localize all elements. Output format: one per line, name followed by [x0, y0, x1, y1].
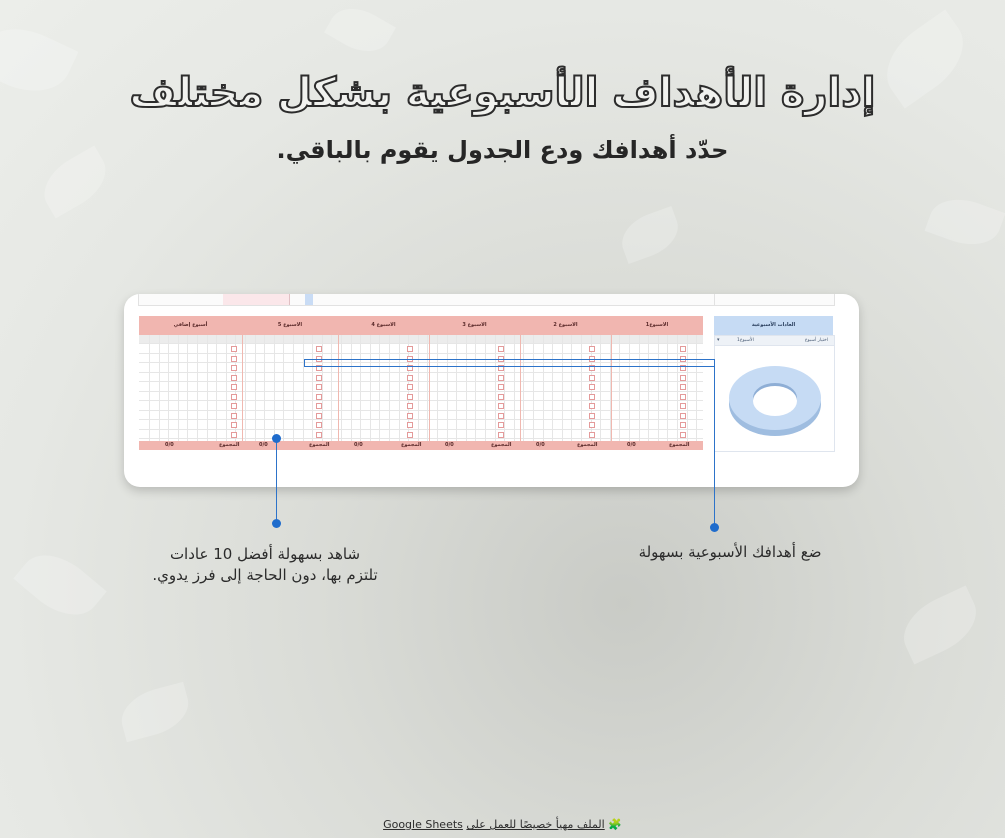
grid-col-line: [581, 335, 582, 441]
goal-checkbox[interactable]: [316, 413, 322, 419]
footer-note: [0, 818, 1005, 831]
connector-dot-left: [272, 519, 281, 528]
grid-col-line: [667, 335, 668, 441]
goal-checkbox[interactable]: [407, 346, 413, 352]
grid-col-line: [351, 335, 352, 441]
grid-col-line: [379, 335, 380, 441]
grid-col-line: [437, 335, 438, 441]
goal-checkbox[interactable]: [498, 432, 504, 438]
triangle-down-icon[interactable]: ▾: [717, 337, 720, 343]
week-header-1: الاسبوع1: [611, 316, 703, 335]
goal-checkbox[interactable]: [589, 384, 595, 390]
week-header-5: الاسبوع 5: [242, 316, 338, 335]
grid-row-line: [139, 419, 703, 420]
grid-col-line: [389, 335, 390, 441]
goal-checkbox[interactable]: [231, 432, 237, 438]
week-separator: [520, 335, 521, 441]
grid-col-line: [466, 335, 467, 441]
goal-checkbox[interactable]: [407, 375, 413, 381]
goal-checkbox[interactable]: [589, 375, 595, 381]
connector-left-vertical: [276, 438, 277, 524]
grid-col-line: [552, 335, 553, 441]
grid-col-line: [543, 335, 544, 441]
grid-col-line: [255, 335, 256, 441]
grid-row-line: [139, 400, 703, 401]
grid-col-line: [264, 335, 265, 441]
goal-checkbox[interactable]: [498, 375, 504, 381]
connector-top-horizontal: [304, 366, 714, 367]
grid-col-line: [274, 335, 275, 441]
grid-col-line: [523, 335, 524, 441]
annotation-top-habits-line1: شاهد بسهولة أفضل 10 عادات: [169, 545, 361, 563]
goal-checkbox[interactable]: [231, 403, 237, 409]
grid-col-line: [168, 335, 169, 441]
grid-col-line: [696, 335, 697, 441]
total-value-2: 0/0: [536, 442, 545, 448]
week-select-label: اختيار أسبوع: [804, 338, 828, 343]
goal-checkbox[interactable]: [498, 394, 504, 400]
hero-title: إدارة الأهداف الأسبوعية بشكل مختلف: [129, 70, 876, 116]
grid-col-line: [312, 335, 313, 441]
annotation-top-habits-line2: تلتزم بها، دون الحاجة إلى فرز يدوي.: [152, 566, 378, 584]
total-label-3: المجموع: [491, 442, 512, 448]
total-label-1: المجموع: [669, 442, 690, 448]
grid-row-line: [139, 429, 703, 430]
grid-col-line: [331, 335, 332, 441]
goal-checkbox[interactable]: [407, 422, 413, 428]
connector-dot-right: [710, 523, 719, 532]
goal-checkbox[interactable]: [231, 375, 237, 381]
total-value-5: 0/0: [259, 442, 268, 448]
goal-checkbox[interactable]: [407, 403, 413, 409]
goal-checkbox[interactable]: [680, 375, 686, 381]
goal-checkbox[interactable]: [316, 375, 322, 381]
goal-checkbox[interactable]: [316, 432, 322, 438]
footer-product[interactable]: Google Sheets: [383, 818, 463, 831]
grid-col-line: [360, 335, 361, 441]
grid-col-line: [495, 335, 496, 441]
footer-text: الملف مهيأ خصيصًا للعمل على: [466, 818, 605, 831]
goal-checkbox[interactable]: [231, 384, 237, 390]
goal-checkbox[interactable]: [589, 432, 595, 438]
grid-col-line: [485, 335, 486, 441]
week-selector[interactable]: [715, 336, 834, 346]
habits-donut-chart: [725, 360, 825, 440]
goal-checkbox[interactable]: [498, 413, 504, 419]
puzzle-icon: 🧩: [608, 818, 622, 831]
spreadsheet-preview: [124, 294, 859, 487]
grid-col-line: [149, 335, 150, 441]
goal-checkbox[interactable]: [316, 384, 322, 390]
total-label-4: المجموع: [401, 442, 422, 448]
grid-row-line: [139, 381, 703, 382]
goal-checkbox[interactable]: [316, 403, 322, 409]
grid-col-line: [677, 335, 678, 441]
week-header-3: الاسبوع 3: [429, 316, 520, 335]
grid-row-line: [139, 353, 703, 354]
grid-row-line: [139, 391, 703, 392]
week-separator: [338, 335, 339, 441]
goal-checkbox[interactable]: [316, 394, 322, 400]
total-label-2: المجموع: [577, 442, 598, 448]
week-select-value[interactable]: الأسبوع1: [737, 338, 754, 343]
annotation-weekly-goals: ضع أهدافك الأسبوعية بسهولة: [638, 543, 822, 561]
grid-col-line: [619, 335, 620, 441]
grid-row-line: [139, 343, 703, 344]
grid-col-line: [514, 335, 515, 441]
week-separator: [242, 335, 243, 441]
goal-checkbox[interactable]: [680, 422, 686, 428]
goal-checkbox[interactable]: [231, 422, 237, 428]
total-value-1: 0/0: [627, 442, 636, 448]
connector-right-vertical: [714, 359, 715, 527]
goal-checkbox[interactable]: [231, 346, 237, 352]
grid-row-line: [139, 372, 703, 373]
grid-row-line: [139, 410, 703, 411]
goal-checkbox[interactable]: [498, 346, 504, 352]
weekly-habits-panel: [714, 335, 835, 452]
goal-checkbox[interactable]: [407, 394, 413, 400]
goal-checkbox[interactable]: [680, 413, 686, 419]
goal-checkbox[interactable]: [407, 384, 413, 390]
connector-top-horizontal-2: [304, 359, 714, 360]
weekly-habits-header: العادات الأسبوعية: [714, 316, 833, 335]
week-header-4: الاسبوع 4: [338, 316, 429, 335]
goal-checkbox[interactable]: [680, 403, 686, 409]
total-label-extra: المجموع: [219, 442, 240, 448]
grid-col-line: [639, 335, 640, 441]
goal-checkbox[interactable]: [680, 384, 686, 390]
grid-col-line: [187, 335, 188, 441]
grid-col-line: [600, 335, 601, 441]
total-label-5: المجموع: [309, 442, 330, 448]
grid-subheader: [139, 335, 703, 343]
grid-col-line: [562, 335, 563, 441]
goal-checkbox[interactable]: [498, 384, 504, 390]
goal-checkbox[interactable]: [316, 422, 322, 428]
week-header-extra: أسبوع إضافي: [139, 316, 242, 335]
grid-col-line: [399, 335, 400, 441]
grid-col-line: [207, 335, 208, 441]
highlighted-cell: [223, 294, 290, 305]
grid-col-line: [648, 335, 649, 441]
total-value-extra: 0/0: [165, 442, 174, 448]
top-cell-strip-right: [714, 294, 835, 306]
goal-checkbox[interactable]: [231, 394, 237, 400]
goal-checkbox[interactable]: [231, 365, 237, 371]
grid-col-line: [226, 335, 227, 441]
grid-row-line: [139, 438, 703, 439]
week-separator: [611, 335, 612, 441]
goal-checkbox[interactable]: [316, 346, 322, 352]
goal-checkbox[interactable]: [680, 394, 686, 400]
top-cell-strip: [138, 294, 716, 306]
grid-row-line: [139, 362, 703, 363]
goal-checkbox[interactable]: [407, 432, 413, 438]
goal-checkbox[interactable]: [589, 346, 595, 352]
goal-checkbox[interactable]: [498, 422, 504, 428]
goal-checkbox[interactable]: [589, 394, 595, 400]
connector-dot-left-top: [272, 434, 281, 443]
goal-checkbox[interactable]: [680, 432, 686, 438]
grid-col-line: [629, 335, 630, 441]
grid-col-line: [216, 335, 217, 441]
grid-col-line: [571, 335, 572, 441]
goals-grid: [139, 335, 703, 441]
annotation-top-habits: [120, 544, 410, 586]
grid-col-line: [418, 335, 419, 441]
selected-cell: [305, 294, 313, 305]
grid-col-line: [341, 335, 342, 441]
hero-subtitle: حدّد أهدافك ودع الجدول يقوم بالباقي.: [276, 136, 729, 164]
grid-col-line: [303, 335, 304, 441]
grid-col-line: [197, 335, 198, 441]
grid-col-line: [447, 335, 448, 441]
goal-checkbox[interactable]: [498, 403, 504, 409]
grid-col-line: [475, 335, 476, 441]
goal-checkbox[interactable]: [589, 422, 595, 428]
goal-checkbox[interactable]: [589, 413, 595, 419]
grid-col-line: [283, 335, 284, 441]
goal-checkbox[interactable]: [231, 413, 237, 419]
grid-col-line: [456, 335, 457, 441]
totals-row: [139, 441, 703, 450]
goal-checkbox[interactable]: [589, 403, 595, 409]
connector-bracket-left: [304, 359, 305, 367]
goal-checkbox[interactable]: [680, 346, 686, 352]
grid-col-line: [159, 335, 160, 441]
total-value-3: 0/0: [445, 442, 454, 448]
goal-checkbox[interactable]: [407, 413, 413, 419]
grid-col-line: [178, 335, 179, 441]
grid-col-line: [293, 335, 294, 441]
total-value-4: 0/0: [354, 442, 363, 448]
week-header-2: الاسبوع 2: [520, 316, 611, 335]
grid-col-line: [245, 335, 246, 441]
grid-col-line: [370, 335, 371, 441]
week-separator: [429, 335, 430, 441]
grid-col-line: [687, 335, 688, 441]
grid-col-line: [533, 335, 534, 441]
goal-checkbox[interactable]: [231, 356, 237, 362]
grid-col-line: [504, 335, 505, 441]
grid-col-line: [658, 335, 659, 441]
